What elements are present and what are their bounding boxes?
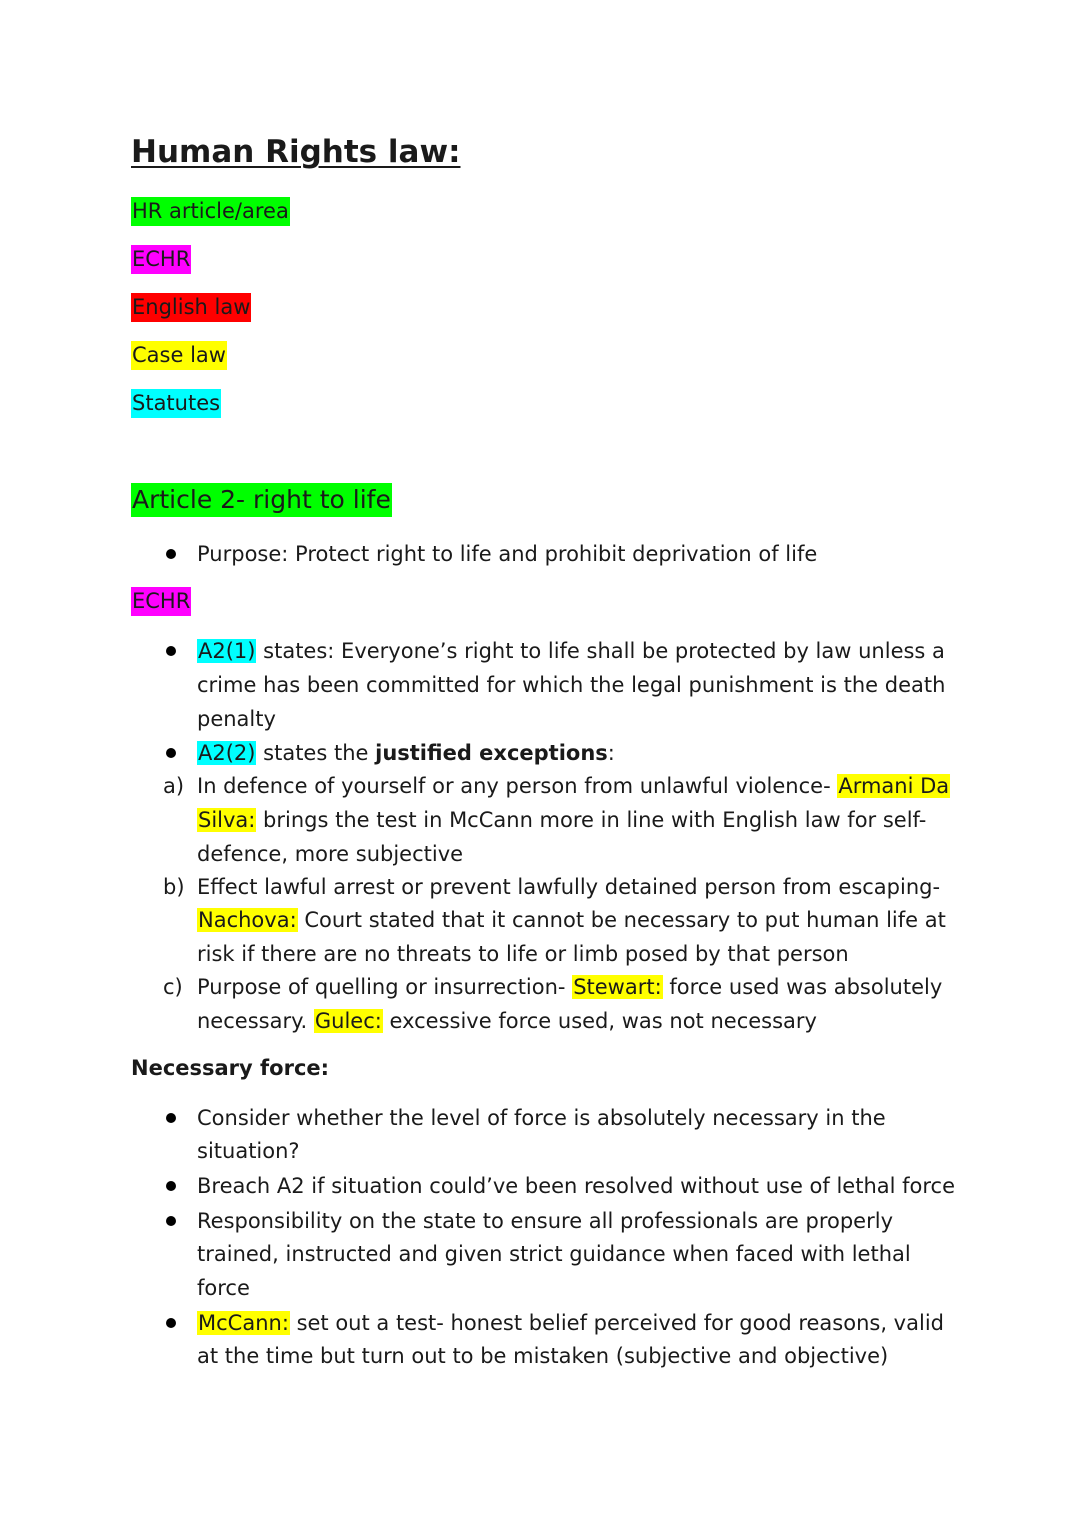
bullet-icon <box>166 549 176 559</box>
exception-a-text: In defence of yourself or any person from unlawful violence- <box>197 774 838 798</box>
exception-c-text-2: necessary. <box>197 1009 314 1033</box>
a21-text: states: Everyone’s right to life shall be protected by law unless a <box>256 639 945 663</box>
case-nachova: Nachova: <box>198 908 297 932</box>
exception-c-text-2-post: excessive force used, was not necessary <box>382 1009 817 1033</box>
echr-label: ECHR <box>131 587 191 616</box>
bullet-icon <box>166 1216 176 1226</box>
key-english-law: English law <box>131 293 251 322</box>
case-stewart: Stewart: <box>573 975 662 999</box>
a22-statute-ref: A2(2) <box>198 741 256 765</box>
exception-c-line-2 <box>197 1007 817 1036</box>
nf-bullet-4-line-1 <box>197 1309 944 1338</box>
nf-bullet-1-line-1: Consider whether the level of force is absolutely necessary in the <box>197 1106 886 1130</box>
bullet-icon <box>166 1113 176 1123</box>
exception-b-line-2 <box>197 906 946 935</box>
a22-post: : <box>607 741 615 765</box>
exception-b-line-3: risk if there are no threats to life or limb posed by that person <box>197 942 849 966</box>
nf-bullet-3-line-2: trained, instructed and given strict guidance when faced with lethal <box>197 1242 911 1266</box>
nf-bullet-2: Breach A2 if situation could’ve been resolved without use of lethal force <box>197 1174 956 1198</box>
nf-bullet-1-line-2: situation? <box>197 1139 300 1163</box>
exception-b-line-1: Effect lawful arrest or prevent lawfully detained person from escaping- <box>197 875 941 899</box>
article2-purpose: Purpose: Protect right to life and prohibit deprivation of life <box>197 542 818 566</box>
exception-a-text-2: brings the test in McCann more in line with English law for self- <box>256 808 927 832</box>
exception-b-marker: b) <box>163 875 185 899</box>
necessary-force-heading: Necessary force: <box>131 1056 330 1080</box>
exception-a-line-1 <box>197 772 950 801</box>
exception-c-text: Purpose of quelling or insurrection- <box>197 975 573 999</box>
nf-bullet-4-line-2: at the time but turn out to be mistaken (subjective and objective) <box>197 1344 889 1368</box>
bullet-icon <box>166 748 176 758</box>
bullet-icon <box>166 1181 176 1191</box>
case-gulec: Gulec: <box>314 1009 382 1033</box>
article2-heading: Article 2- right to life <box>131 483 392 517</box>
case-armani-da-silva: Armani Da <box>838 774 950 798</box>
a22-bold: justified exceptions <box>375 741 608 765</box>
a22-pre: states the <box>256 741 376 765</box>
case-armani-da-silva-cont: Silva: <box>198 808 256 832</box>
nf-bullet-3-line-3: force <box>197 1276 250 1300</box>
a21-line-3: penalty <box>197 707 276 731</box>
a22-line <box>197 739 615 768</box>
nf-bullet-3-line-1: Responsibility on the state to ensure all professionals are properly <box>197 1209 893 1233</box>
a21-statute-ref: A2(1) <box>198 639 256 663</box>
exception-a-marker: a) <box>163 774 185 798</box>
a21-line-1 <box>197 637 945 666</box>
page-title: Human Rights law: <box>131 134 461 170</box>
case-mccann: McCann: <box>198 1311 289 1335</box>
key-hr-article: HR article/area <box>131 197 290 226</box>
exception-c-line-1 <box>197 973 942 1002</box>
exception-b-text-2: Court stated that it cannot be necessary to put human life at <box>297 908 946 932</box>
bullet-icon <box>166 646 176 656</box>
exception-a-line-2 <box>197 806 926 835</box>
exception-a-line-3: defence, more subjective <box>197 842 464 866</box>
exception-c-text-post: force used was absolutely <box>662 975 943 999</box>
key-case-law: Case law <box>131 341 227 370</box>
bullet-icon <box>166 1318 176 1328</box>
exception-c-marker: c) <box>163 975 183 999</box>
key-echr: ECHR <box>131 245 191 274</box>
a21-line-2: crime has been committed for which the legal punishment is the death <box>197 673 946 697</box>
nf-bullet-4-text: set out a test- honest belief perceived for good reasons, valid <box>289 1311 944 1335</box>
key-statutes: Statutes <box>131 389 221 418</box>
